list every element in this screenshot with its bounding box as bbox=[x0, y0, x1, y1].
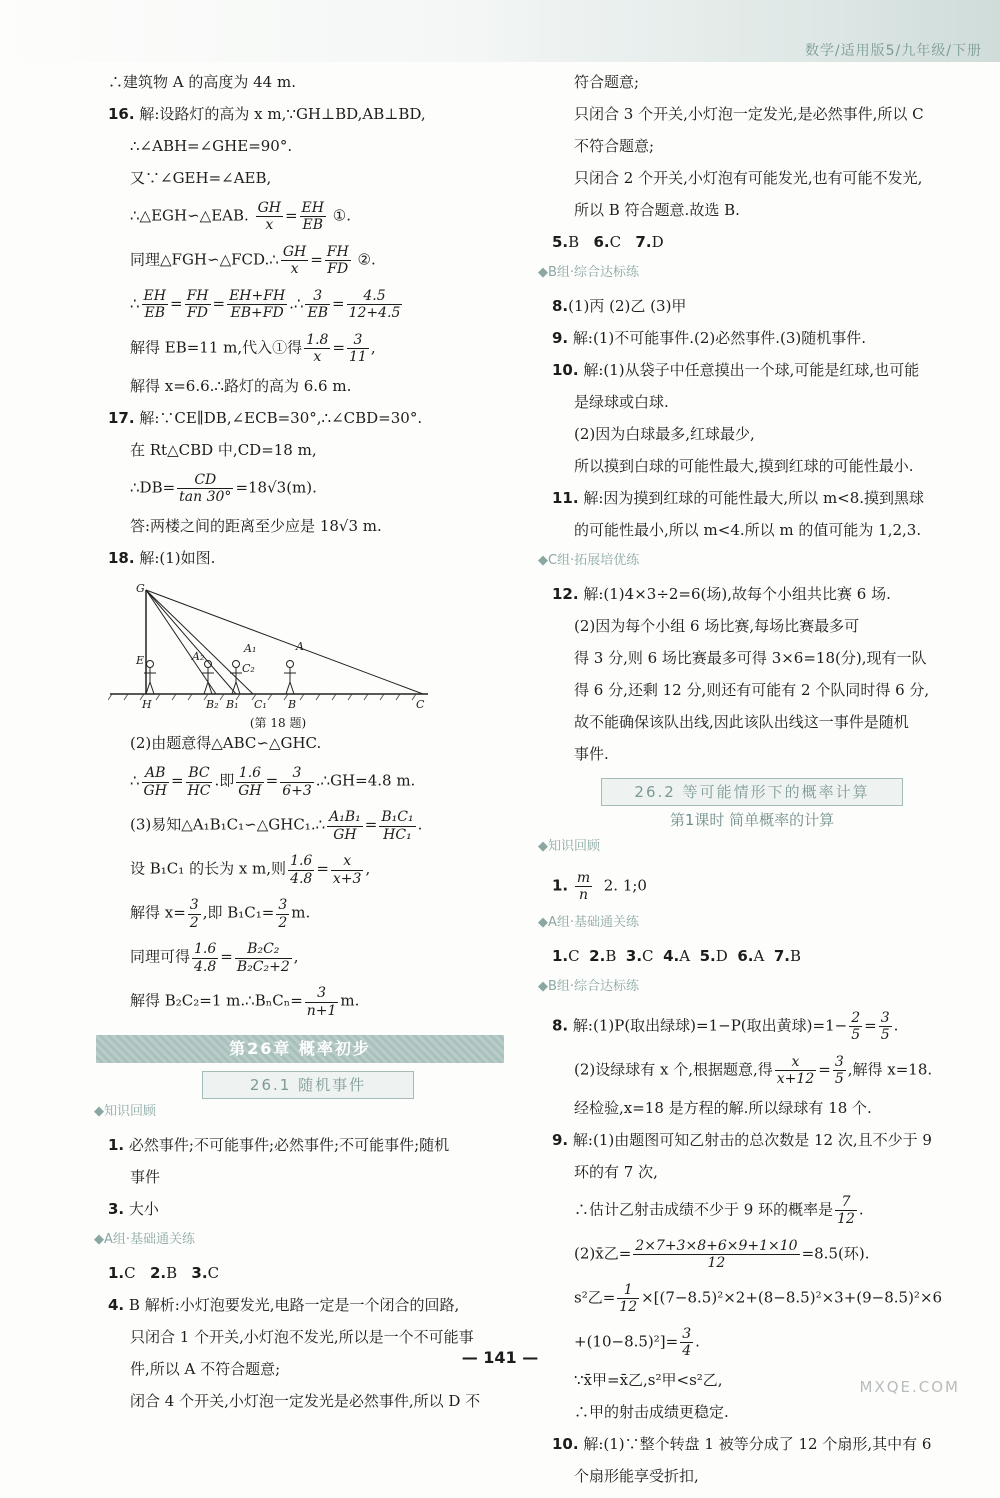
section-label: ◆B组·综合达标练 bbox=[538, 265, 640, 280]
text-line: ∴建筑物 A 的高度为 44 m. bbox=[108, 73, 296, 91]
equation-line: s²乙= $\frac{1}{12}$ ×[(7−8.5)²×2+(8−8.5)²×3+(9−8.5)²×6 bbox=[574, 1282, 943, 1316]
equation-line: ∴估计乙射击成绩不少于 9 环的概率是 $\frac{7}{12}$ . bbox=[574, 1194, 864, 1228]
text-line: ∵x̄甲=x̄乙,s²甲<s²乙, bbox=[574, 1371, 723, 1390]
fraction: $\frac{3}{n+1}$ bbox=[306, 985, 337, 1019]
fraction: $\frac{1.6}{4.8}$ bbox=[194, 941, 217, 975]
problem-16: 16. 解:设路灯的高为 x m,∵GH⊥BD,AB⊥BD, bbox=[108, 105, 426, 123]
fraction: $\frac{7}{12}$ bbox=[837, 1194, 855, 1228]
text-line: 只闭合 1 个开关,小灯泡不发光,所以是一个不可能事 bbox=[130, 1328, 474, 1347]
problem-18: 18. 解:(1)如图. bbox=[108, 549, 216, 567]
section-banner: 26.1 随机事件 bbox=[202, 1071, 414, 1099]
equation-line: 设 B₁C₁ 的长为 x m,则 $\frac{1.6}{4.8}$ = $\frac{x}{x+3}$ , bbox=[130, 853, 371, 887]
text-line: 是绿球或白球. bbox=[574, 393, 669, 411]
problem-8b: 8. 解:(1)P(取出绿球)=1−P(取出黄球)=1− $\frac{2}{5}$ = $\frac{3}{5}$ . bbox=[552, 1010, 899, 1044]
fraction: $\frac{\text{B₁C₁}}{\text{HC₁}}$ bbox=[381, 809, 414, 843]
fraction: $\frac{3}{2}$ bbox=[189, 897, 199, 931]
equation-line: 同理可得 $\frac{1.6}{4.8}$ = $\frac{\text{B₂C₂}}{\text{B₂C₂+2}}$ , bbox=[130, 941, 299, 975]
answer-line: 5.B 6.C 7.D bbox=[552, 233, 664, 251]
right-column bbox=[538, 72, 952, 1498]
chapter-banner: 第26章 概率初步 bbox=[96, 1035, 504, 1063]
text-line: 事件 bbox=[130, 1168, 161, 1187]
svg-text:C: C bbox=[416, 698, 425, 710]
lesson-title: 第1课时 简单概率的计算 bbox=[669, 811, 835, 829]
text-line: 在 Rt△CBD 中,CD=18 m, bbox=[130, 441, 317, 459]
text-line: ∴∠ABH=∠GHE=90°. bbox=[130, 137, 293, 155]
fraction: $\frac{3}{2}$ bbox=[278, 897, 288, 931]
text-line: 符合题意; bbox=[574, 73, 640, 91]
section-label: ◆C组·拓展培优练 bbox=[538, 553, 640, 568]
text-line: 又∵∠GEH=∠AEB, bbox=[130, 169, 272, 187]
text-line: 不符合题意; bbox=[574, 137, 655, 155]
text-line: 所以 B 符合题意.故选 B. bbox=[574, 201, 740, 219]
problem-4: 4. B 解析:小灯泡要发光,电路一定是一个闭合的回路, bbox=[108, 1296, 460, 1315]
fraction: $\frac{AB}{GH}$ bbox=[143, 765, 167, 799]
problem-10b: 10. 解:(1)∵整个转盘 1 被等分成了 12 个扇形,其中有 6 bbox=[552, 1435, 932, 1454]
fraction: $\frac{EH+FH}{EB+FD}$ bbox=[229, 288, 286, 322]
fraction: $\frac{GH}{x}$ bbox=[257, 200, 281, 234]
section-label: ◆A组·基础通关练 bbox=[538, 915, 640, 931]
fraction: $\frac{\text{B₂C₂}}{\text{B₂C₂+2}}$ bbox=[236, 941, 290, 975]
problem-10: 10. 解:(1)从袋子中任意摸出一个球,可能是红球,也可能 bbox=[552, 361, 920, 379]
equation-line: 同理△FGH∽△FCD.∴ $\frac{GH}{x}$ = $\frac{FH}{FD}$ ②. bbox=[130, 244, 376, 278]
problem-9: 9. 解:(1)不可能事件.(2)必然事件.(3)随机事件. bbox=[552, 329, 867, 347]
equation-line: 解得 B₂C₂=1 m.∴BₙCₙ= $\frac{3}{n+1}$ m. bbox=[130, 985, 360, 1019]
left-column bbox=[94, 72, 508, 1423]
fraction: $\frac{2\times 7+3\times 8+6\times 9+1\times 10}{12}$ bbox=[635, 1238, 798, 1272]
answer-line: 1. $\frac{m}{n}$ 2. 1;0 bbox=[552, 870, 647, 904]
text-line: ∴甲的射击成绩更稳定. bbox=[574, 1403, 729, 1422]
svg-text:C₁: C₁ bbox=[254, 698, 267, 710]
svg-text:E: E bbox=[136, 654, 145, 667]
fraction: $\frac{3}{EB}$ bbox=[307, 288, 328, 322]
text-line: 的可能性最小,所以 m<4.所以 m 的值可能为 1,2,3. bbox=[574, 521, 922, 539]
svg-text:A₂: A₂ bbox=[192, 650, 205, 663]
equation-line: ∴△EGH∽△EAB. $\frac{GH}{x}$ = $\frac{EH}{EB}$ ①. bbox=[130, 200, 351, 234]
equation-line: ∴DB= $\frac{CD}{\tan 30^\circ}$ =18√3(m). bbox=[130, 472, 317, 506]
fraction: $\frac{3}{4}$ bbox=[682, 1326, 692, 1360]
svg-text:C₂: C₂ bbox=[242, 662, 255, 675]
watermark: MXQE.COM bbox=[859, 1378, 960, 1396]
text-line: 得 3 分,则 6 场比赛最多可得 3×6=18(分),现有一队 bbox=[574, 649, 927, 667]
text-line: 解得 x=6.6.∴路灯的高为 6.6 m. bbox=[130, 377, 352, 395]
equation-line: (2)x̄乙= $\frac{2\times 7+3\times 8+6\times 9+1\times 10}{12}$ =8.5(环). bbox=[574, 1238, 870, 1272]
fraction: $\frac{x}{x+12}$ bbox=[776, 1054, 815, 1088]
fraction: $\frac{x}{x+3}$ bbox=[332, 853, 362, 887]
text-line: 只闭合 3 个开关,小灯泡一定发光,是必然事件,所以 C bbox=[574, 105, 924, 123]
fraction: $\frac{1.6}{GH}$ bbox=[238, 765, 262, 799]
text-line: 故不能确保该队出线,因此该队出线这一事件是随机 bbox=[574, 713, 909, 731]
figure-18 bbox=[108, 580, 508, 731]
equation-line: +(10−8.5)²]= $\frac{3}{4}$ . bbox=[574, 1326, 700, 1360]
fraction: $\frac{EH}{EB}$ bbox=[301, 200, 324, 234]
svg-text:B₁: B₁ bbox=[226, 698, 239, 710]
section-banner: 26.2 等可能情形下的概率计算 bbox=[601, 778, 903, 806]
problem-12: 12. 解:(1)4×3÷2=6(场),故每个小组共比赛 6 场. bbox=[552, 585, 891, 603]
text-line: 只闭合 2 个开关,小灯泡有可能发光,也有可能不发光, bbox=[574, 169, 923, 187]
fraction: $\frac{1.8}{x}$ bbox=[306, 332, 329, 366]
text-line: 答:两楼之间的距离至少应是 18√3 m. bbox=[130, 517, 382, 535]
text-line: 件,所以 A 不符合题意; bbox=[130, 1360, 281, 1379]
equation-line: ∴ $\frac{AB}{GH}$ = $\frac{BC}{HC}$ .即 $\frac{1.6}{GH}$ = $\frac{3}{6+3}$ .∴GH=4.8 m. bbox=[130, 765, 416, 799]
svg-text:B₂: B₂ bbox=[206, 698, 219, 710]
answer-line: 1.C 2.B 3.C bbox=[108, 1264, 220, 1283]
fraction: $\frac{3}{5}$ bbox=[834, 1054, 844, 1088]
answer-line: 3. 大小 bbox=[108, 1200, 159, 1219]
section-label: ◆知识回顾 bbox=[538, 839, 600, 855]
section-label: ◆知识回顾 bbox=[94, 1104, 156, 1120]
text-line: 个扇形能享受折扣, bbox=[574, 1467, 699, 1486]
equation-line: (3)易知△A₁B₁C₁∽△GHC₁.∴ $\frac{\text{A₁B₁}}{GH}$ = $\frac{\text{B₁C₁}}{\text{HC₁}}$ . bbox=[130, 809, 423, 843]
running-header: 数学/适用版5/九年级/下册 bbox=[804, 43, 982, 59]
problem-11: 11. 解:因为摸到红球的可能性最大,所以 m<8.摸到黑球 bbox=[552, 489, 925, 507]
equation-line: (2)设绿球有 x 个,根据题意,得 $\frac{x}{x+12}$ = $\frac{3}{5}$ ,解得 x=18. bbox=[574, 1054, 933, 1088]
text-line: (2)由题意得△ABC∽△GHC. bbox=[130, 734, 322, 753]
text-line: 所以摸到白球的可能性最大,摸到红球的可能性最小. bbox=[574, 457, 914, 475]
fraction: $\frac{GH}{x}$ bbox=[282, 244, 307, 278]
equation-line: 解得 EB=11 m,代入①得 $\frac{1.8}{x}$ = $\frac{3}{11}$ , bbox=[130, 332, 376, 366]
text-line: 事件. bbox=[574, 745, 609, 763]
fraction: $\frac{1}{12}$ bbox=[619, 1282, 638, 1316]
fraction: $\frac{\text{A₁B₁}}{GH}$ bbox=[329, 809, 361, 843]
problem-8: 8.(1)丙 (2)乙 (3)甲 bbox=[552, 297, 687, 315]
section-label: ◆A组·基础通关练 bbox=[94, 1232, 196, 1248]
figure-caption: (第 18 题) bbox=[249, 716, 307, 731]
svg-text:B: B bbox=[288, 698, 297, 710]
fraction: $\frac{3}{11}$ bbox=[349, 332, 367, 366]
svg-text:H: H bbox=[142, 698, 152, 710]
fraction: $\frac{m}{n}$ bbox=[576, 870, 591, 904]
text-line: 经检验,x=18 是方程的解.所以绿球有 18 个. bbox=[574, 1099, 872, 1118]
svg-text:G: G bbox=[136, 582, 145, 595]
page-number: — 141 — bbox=[461, 1348, 539, 1367]
svg-text:A: A bbox=[296, 640, 304, 653]
text-line: (2)因为每个小组 6 场比赛,每场比赛最多可 bbox=[574, 617, 860, 635]
fraction: $\frac{1.6}{4.8}$ bbox=[290, 853, 313, 887]
fraction: $\frac{3}{6+3}$ bbox=[282, 765, 312, 799]
shadow-diagram bbox=[108, 580, 438, 710]
text-line: 得 6 分,还剩 12 分,则还有可能有 2 个队同时得 6 分, bbox=[574, 681, 930, 699]
fraction: $\frac{BC}{HC}$ bbox=[187, 765, 211, 799]
fraction: $\frac{FH}{FD}$ bbox=[186, 288, 209, 322]
section-label: ◆B组·综合达标练 bbox=[538, 979, 640, 995]
equation-line: 解得 x= $\frac{3}{2}$ ,即 B₁C₁= $\frac{3}{2}$ m. bbox=[130, 897, 311, 931]
answer-line: 1.C 2.B 3.C 4.A 5.D 6.A 7.B bbox=[552, 947, 802, 966]
fraction: $\frac{EH}{EB}$ bbox=[143, 288, 166, 322]
problem-17: 17. 解:∵CE∥DB,∠ECB=30°,∴∠CBD=30°. bbox=[108, 409, 423, 427]
text-line: 闭合 4 个开关,小灯泡一定发光是必然事件,所以 D 不 bbox=[130, 1392, 481, 1411]
problem-9b: 9. 解:(1)由题图可知乙射击的总次数是 12 次,且不少于 9 bbox=[552, 1131, 932, 1150]
text-line: (2)因为白球最多,红球最少, bbox=[574, 425, 755, 443]
fraction: $\frac{4.5}{12+4.5}$ bbox=[348, 288, 401, 322]
fraction: $\frac{3}{5}$ bbox=[880, 1010, 890, 1044]
fraction: $\frac{2}{5}$ bbox=[851, 1010, 861, 1044]
fraction: $\frac{FH}{FD}$ bbox=[326, 244, 349, 278]
fraction: $\frac{CD}{\tan 30^\circ}$ bbox=[179, 472, 232, 506]
svg-text:A₁: A₁ bbox=[244, 642, 257, 655]
text-line: 环的有 7 次, bbox=[574, 1163, 658, 1182]
equation-line: ∴ $\frac{EH}{EB}$ = $\frac{FH}{FD}$ = $\frac{EH+FH}{EB+FD}$ .∴ $\frac{3}{EB}$ = $\frac{4.5}{12+4.5}$ bbox=[130, 288, 401, 322]
answer-line: 1. 必然事件;不可能事件;必然事件;不可能事件;随机 bbox=[108, 1136, 450, 1155]
